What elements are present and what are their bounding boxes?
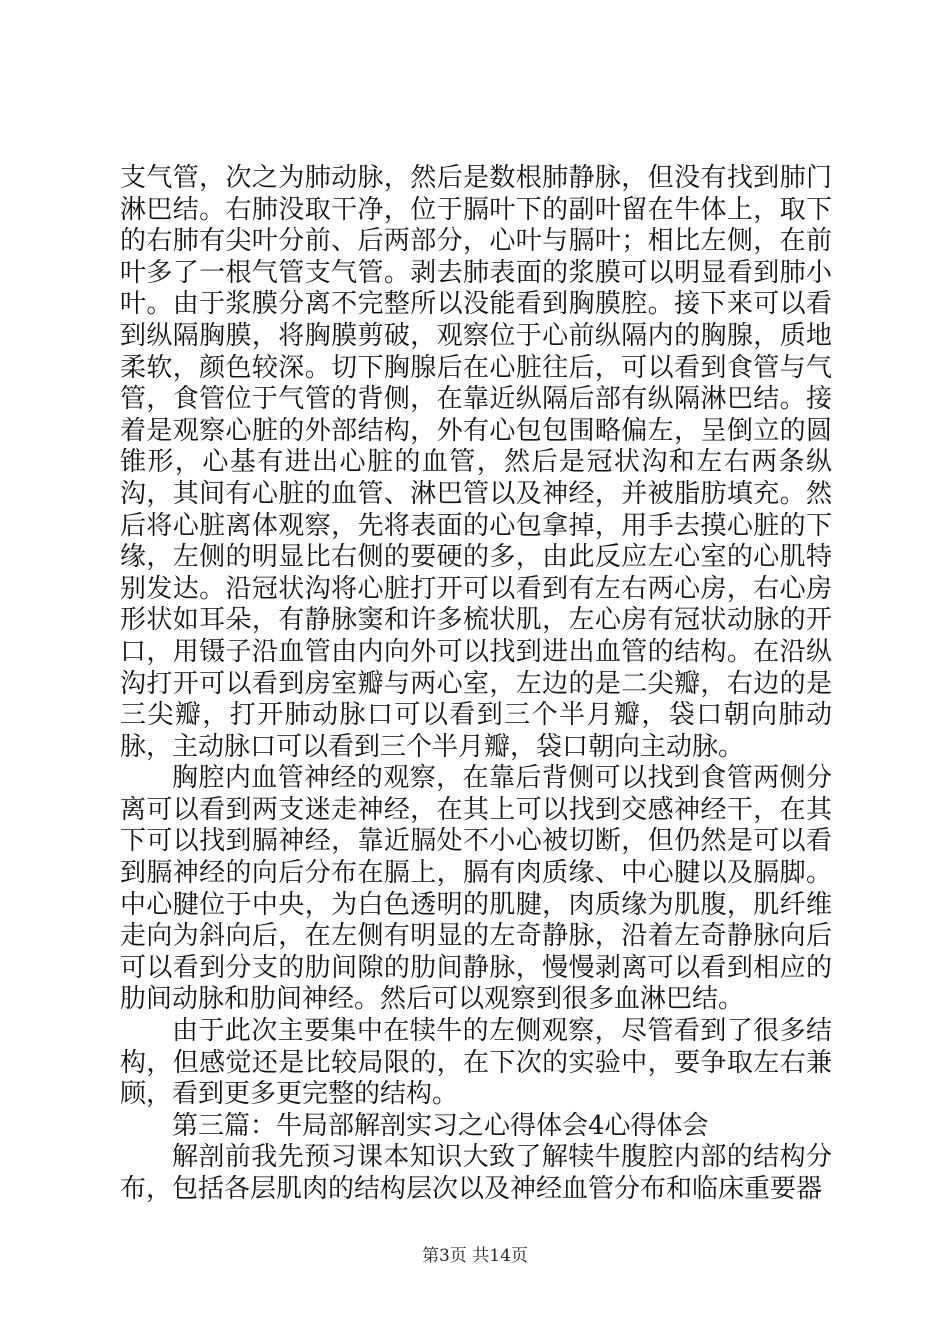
paragraph-1: 支气管，次之为肺动脉，然后是数根肺静脉，但没有找到肺门淋巴结。右肺没取干净，位于膈叶下的副叶留在牛体上，取下的右肺有尖叶分前、后两部分，心叶与膈叶；相比左侧，在前叶多了一根气管支气管。剥去肺表面的浆膜可以明显看到肺小叶。由于浆膜分离不完整所以没能看到胸膜腔。接下来可以看到纵隔胸膜，将胸膜剪破，观察位于心前纵隔内的胸腺，质地柔软，颜色较深。切下胸腺后在心脏往后，可以看到食管与气管，食管位于气管的背侧，在靠近纵隔后部有纵隔淋巴结。接着是观察心脏的外部结构，外有心包包围略偏左，呈倒立的圆锥形，心基有进出心脏的血管，然后是冠状沟和左右两条纵沟，其间有心脏的血管、淋巴管以及神经，并被脂肪填充。然后将心脏离体观察，先将表面的心包拿掉，用手去摸心脏的下缘，左侧的明显比右侧的要硬的多，由此反应左心室的心肌特别发达。沿冠状沟将心脏打开可以看到有左右两心房，右心房形状如耳朵，有静脉窦和许多梳状肌，左心房有冠状动脉的开口，用镊子沿血管由内向外可以找到进出血管的结构。在沿纵沟打开可以看到房室瓣与两心室，左边的是二尖瓣，右边的是三尖瓣，打开肺动脉口可以看到三个半月瓣，袋口朝向肺动脉，主动脉口可以看到三个半月瓣，袋口朝向主动脉。 — [120, 163, 832, 762]
section-heading: 第三篇：牛局部解剖实习之心得体会4心得体会 — [172, 1110, 709, 1141]
paragraph-3: 由于此次主要集中在犊牛的左侧观察，尽管看到了很多结构，但感觉还是比较局限的，在下次的实验中，要争取左右兼顾，看到更多更完整的结构。 — [120, 1016, 832, 1110]
document-body — [120, 163, 832, 1206]
page-footer: 第3页 共14页 — [422, 1246, 528, 1266]
paragraph-2: 胸腔内血管神经的观察，在靠后背侧可以找到食管两侧分离可以看到两支迷走神经，在其上可以找到交感神经干，在其下可以找到膈神经，靠近膈处不小心被切断，但仍然是可以看到膈神经的向后分布在膈上，膈有肉质缘、中心腱以及膈脚。中心腱位于中央，为白色透明的肌腱，肉质缘为肌腹，肌纤维走向为斜向后，在左侧有明显的左奇静脉，沿着左奇静脉向后可以看到分支的肋间隙的肋间静脉，慢慢剥离可以看到相应的肋间动脉和肋间神经。然后可以观察到很多血淋巴结。 — [120, 763, 832, 1015]
paragraph-4: 解剖前我先预习课本知识大致了解犊牛腹腔内部的结构分布，包括各层肌肉的结构层次以及神经血管分布和临床重要器 — [120, 1142, 832, 1204]
